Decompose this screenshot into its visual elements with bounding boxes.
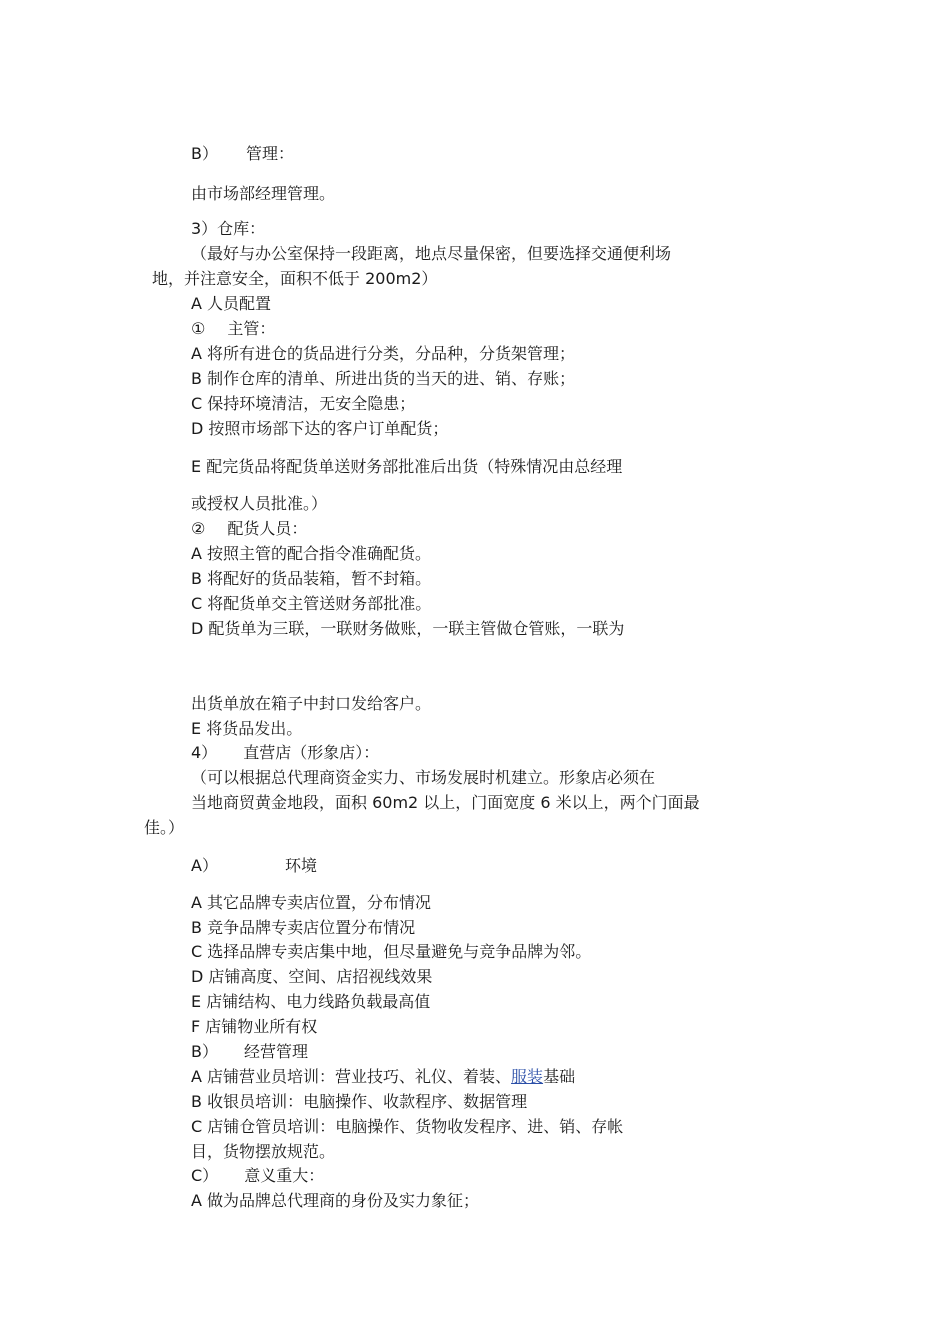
text-line: B 收银员培训：电脑操作、收款程序、数据管理 xyxy=(191,1092,528,1111)
heading-supervisor: ① 主管： xyxy=(191,319,276,338)
text-line: A 按照主管的配合指令准确配货。 xyxy=(191,544,432,563)
heading-distribution-staff: ② 配货人员： xyxy=(191,519,308,538)
text-line: 佳。） xyxy=(144,818,185,837)
text-line: E 店铺结构、电力线路负载最高值 xyxy=(191,992,431,1011)
text-line: D 按照市场部下达的客户订单配货； xyxy=(191,419,449,438)
text-line: E 将货品发出。 xyxy=(191,719,303,738)
clothing-link[interactable]: 服装 xyxy=(511,1067,544,1086)
text-line: C 保持环境清洁，无安全隐患； xyxy=(191,394,416,413)
text-line: 地，并注意安全，面积不低于 200m2） xyxy=(152,269,438,288)
text-line: 当地商贸黄金地段，面积 60m2 以上，门面宽度 6 米以上，两个门面最 xyxy=(191,793,700,812)
text-line: A 做为品牌总代理商的身份及实力象征； xyxy=(191,1191,480,1210)
text-line: E 配完货品将配货单送财务部批准后出货（特殊情况由总经理 xyxy=(191,457,623,476)
text-line: D 店铺高度、空间、店招视线效果 xyxy=(191,967,433,986)
heading-b-management: B） 管理： xyxy=(191,144,294,163)
text-line: F 店铺物业所有权 xyxy=(191,1017,318,1036)
heading-environment: A） 环境 xyxy=(191,856,317,875)
text-line: （可以根据总代理商资金实力、市场发展时机建立。形象店必须在 xyxy=(191,768,656,787)
text-line: 或授权人员批准。） xyxy=(191,494,328,513)
text-line: C 将配货单交主管送财务部批准。 xyxy=(191,594,432,613)
text-line: B 将配好的货品装箱，暂不封箱。 xyxy=(191,569,432,588)
text-line: （最好与办公室保持一段距离，地点尽量保密，但要选择交通便利场 xyxy=(191,244,672,263)
heading-staffing: A 人员配置 xyxy=(191,294,272,313)
text-line: B 竞争品牌专卖店位置分布情况 xyxy=(191,918,416,937)
text-line: A 将所有进仓的货品进行分类，分品种，分货架管理； xyxy=(191,344,576,363)
heading-significance: C） 意义重大： xyxy=(191,1166,325,1185)
heading-warehouse: 3）仓库： xyxy=(191,219,266,238)
text-line: C 店铺仓管员培训：电脑操作、货物收发程序、进、销、存帐 xyxy=(191,1117,624,1136)
text-line: A 其它品牌专卖店位置，分布情况 xyxy=(191,893,432,912)
text-line: D 配货单为三联，一联财务做账，一联主管做仓管账，一联为 xyxy=(191,619,625,638)
heading-direct-store: 4） 直营店（形象店）： xyxy=(191,743,380,762)
text-line: A 店铺营业员培训：营业技巧、礼仪、着装、服装基础 xyxy=(191,1067,576,1086)
text-line: C 选择品牌专卖店集中地，但尽量避免与竞争品牌为邻。 xyxy=(191,942,592,961)
text-line: 由市场部经理管理。 xyxy=(191,184,336,203)
text-line: B 制作仓库的清单、所进出货的当天的进、销、存账； xyxy=(191,369,576,388)
text-line: 目，货物摆放规范。 xyxy=(191,1142,336,1161)
heading-operations: B） 经营管理 xyxy=(191,1042,308,1061)
text-line: 出货单放在箱子中封口发给客户。 xyxy=(191,694,432,713)
